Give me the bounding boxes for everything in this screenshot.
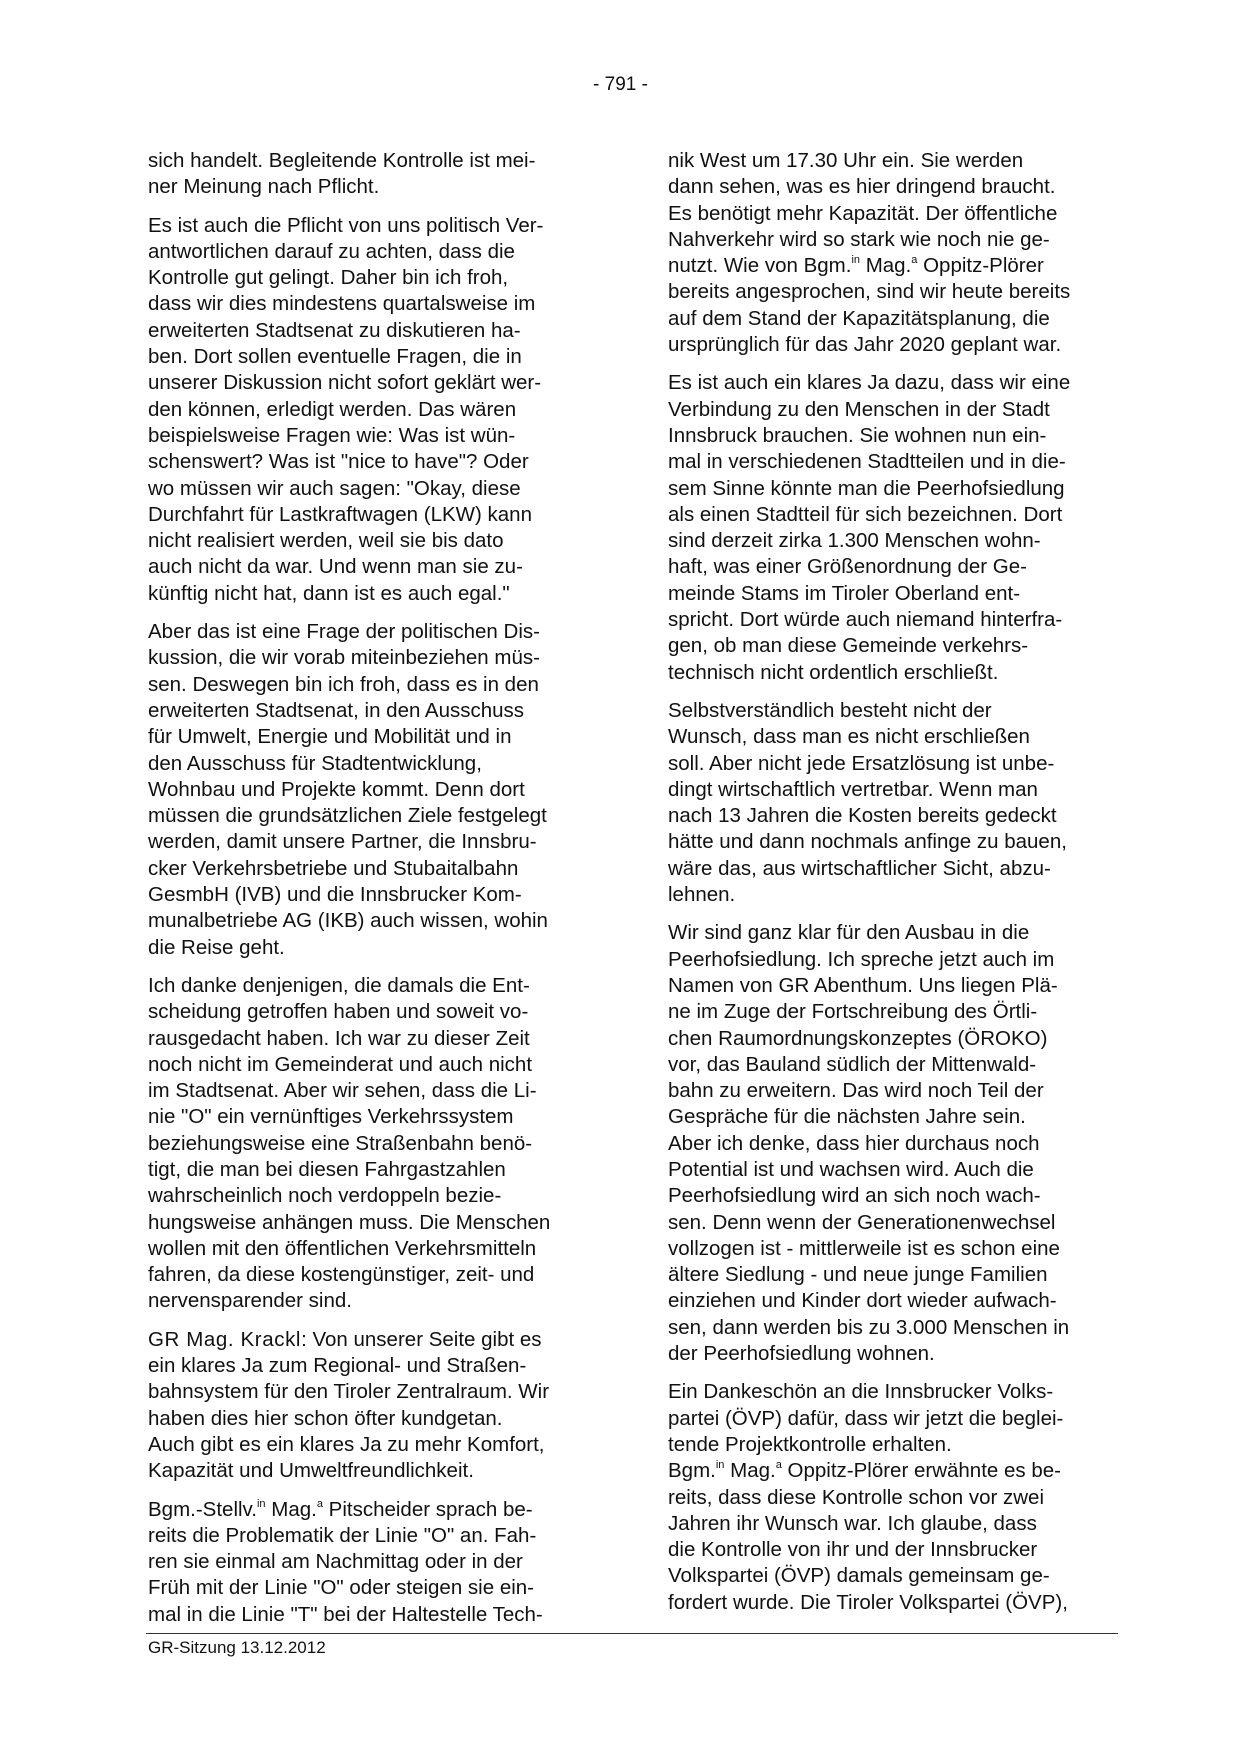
superscript: in xyxy=(256,1497,266,1510)
paragraph-speech xyxy=(148,1327,588,1485)
paragraph: Ich danke denjenigen, die damals die Ent- scheidung getroffen haben und soweit vo- rausgedacht haben. Ich war zu dieser Zeit noch nicht im Gemeinderat und auch nicht im Stadtsenat. Aber wir sehen, dass die Li- nie "O" ein vernünftiges Verkehrssystem beziehungsweise eine Straßenbahn benö- tigt, die man bei diesen Fahrgastzahlen wahrscheinlich noch verdoppeln bezie- hungsweise anhängen muss. Die Menschen wollen mit den öffentlichen Verkehrsmitteln fahren, da diese kostengünstiger, zeit- und nervensparender sind. xyxy=(148,973,551,1313)
text-run: Mag. xyxy=(724,1459,776,1483)
paragraph: Aber das ist eine Frage der politischen Dis- kussion, die wir vorab miteinbeziehen müs- sen. Deswegen bin ich froh, dass es in den erweiterten Stadtsenat, in den Ausschuss für Umwelt, Energie und Mobilität und in den Ausschuss für Stadtentwicklung, Wohnbau und Projekte kommt. Denn dort müssen die grundsätzlichen Ziele festgelegt werden, damit unsere Partner, die Innsbru- cker Verkehrsbetriebe und Stubaitalbahn GesmbH (IVB) und die Innsbrucker Kom- munalbetriebe AG (IKB) auch wissen, wohin die Reise geht. xyxy=(148,620,548,959)
paragraph: Es ist auch die Pflicht von uns politisch Ver- antwortlichen darauf zu achten, dass die Kontrolle gut gelingt. Daher bin ich froh, dass wir dies mindestens quartalsweise im erweiterten Stadtsenat zu diskutieren ha- ben. Dort sollen eventuelle Fragen, die in unserer Diskussion nicht sofort geklärt wer- den können, erledigt werden. Das wären beispielsweise Fragen wie: Was ist wün- schenswert? Was ist "nice to have"? Oder wo müssen wir auch sagen: "Okay, diese Durchfahrt für Lastkraftwagen (LKW) kann nicht realisiert werden, weil sie bis dato auch nicht da war. Und wenn man sie zu- künftig nicht hat, dann ist es auch egal." xyxy=(148,213,544,605)
speech-text: : Von unserer Seite gibt es ein klares Ja zum Regional- und Straßen- bahnsystem für den Tiroler Zentralraum. Wir haben dies hier schon öfter kundgetan. Auch gibt es ein klares Ja zu mehr Komfort, Kapazität und Umweltfreundlichkeit. xyxy=(148,1327,550,1483)
superscript: a xyxy=(775,1459,782,1472)
paragraph xyxy=(668,1458,1108,1616)
superscript: in xyxy=(715,1459,725,1472)
right-column xyxy=(668,148,1108,1628)
superscript: a xyxy=(911,254,918,267)
text-run: Bgm.-Stellv. xyxy=(148,1497,257,1521)
paragraph: Es ist auch ein klares Ja dazu, dass wir eine Verbindung zu den Menschen in der Stadt Innsbruck brauchen. Sie wohnen nun ein- mal in verschiedenen Stadtteilen und in die- sem Sinne könnte man die Peerhofsiedlung als einen Stadtteil für sich bezeichnen. Dort sind derzeit zirka 1.300 Menschen wohn- haft, was einer Größenordnung der Ge- meinde Stams im Tiroler Oberland ent- spricht. Dort würde auch niemand hinterfra- gen, ob man diese Gemeinde verkehrs- technisch nicht ordentlich erschließt. xyxy=(668,371,1071,684)
text-run: Oppitz-Plörer bereits angesprochen, sind wir heute bereits auf dem Stand der Kapazitätsplanung, die ursprünglich für das Jahr 2020 geplant war. xyxy=(668,254,1071,357)
page-number: - 791 - xyxy=(593,74,648,95)
paragraph xyxy=(668,148,1108,358)
text-run: nik West um 17.30 Uhr ein. Sie werden dann sehen, was es hier dringend braucht. Es benötigt mehr Kapazität. Der öffentliche Nahverkehr wird so stark wie noch nie ge- nutzt. Wie von Bgm. xyxy=(668,149,1058,278)
paragraph: sich handelt. Begleitende Kontrolle ist mei- ner Meinung nach Pflicht. xyxy=(148,149,536,199)
text-run: Pitscheider sprach be- reits die Problematik der Linie "O" an. Fah- ren sie einmal am Nachmittag oder in der Früh mit der Linie "O" oder steigen sie ein- mal in die Linie "T" bei der Haltestelle Tech- xyxy=(148,1497,543,1626)
text-run: Mag. xyxy=(265,1497,317,1521)
text-run: Mag. xyxy=(860,254,912,278)
paragraph: Selbstverständlich besteht nicht der Wunsch, dass man es nicht erschließen soll. Aber nicht jede Ersatzlösung ist unbe- dingt wirtschaftlich vertretbar. Wenn man nach 13 Jahren die Kosten bereits gedeckt hätte und dann nochmals anfinge zu bauen, wäre das, aus wirtschaftlicher Sicht, abzu- lehnen. xyxy=(668,698,1067,907)
text-run: Oppitz-Plörer erwähnte es be- reits, dass diese Kontrolle schon vor zwei Jahren ihr Wunsch war. Ich glaube, dass die Kontrolle von ihr und der Innsbrucker Volkspartei (ÖVP) damals gemeinsam ge- fordert wurde. Die Tiroler Volkspartei (ÖVP), xyxy=(668,1459,1068,1614)
footer-divider xyxy=(146,1633,1118,1634)
left-column xyxy=(148,148,588,1640)
paragraph: Wir sind ganz klar für den Ausbau in die Peerhofsiedlung. Ich spreche jetzt auch im Namen von GR Abenthum. Uns liegen Plä- ne im Zuge der Fortschreibung des Örtli- chen Raumordnungskonzeptes (ÖROKO) vor, das Bauland südlich der Mittenwald- bahn zu erweitern. Das wird noch Teil der Gespräche für die nächsten Jahre sein. Aber ich denke, dass hier durchaus noch Potential ist und wachsen wird. Auch die Peerhofsiedlung wird an sich noch wach- sen. Denn wenn der Generationenwechsel vollzogen ist - mittlerweile ist es schon eine ältere Siedlung - und neue junge Familien einziehen und Kinder dort wieder aufwach- sen, dann werden bis zu 3.000 Menschen in der Peerhofsiedlung wohnen. xyxy=(668,921,1070,1366)
speaker-name: GR Mag. Krackl xyxy=(148,1327,302,1351)
superscript: in xyxy=(851,254,860,267)
footer-session-date: GR-Sitzung 13.12.2012 xyxy=(148,1638,326,1657)
paragraph xyxy=(148,1497,588,1628)
paragraph: Ein Dankeschön an die Innsbrucker Volks- partei (ÖVP) dafür, dass wir jetzt die beglei- tende Projektkontrolle erhalten. xyxy=(668,1380,1064,1456)
superscript: a xyxy=(316,1497,323,1510)
text-run: Bgm. xyxy=(668,1459,716,1483)
